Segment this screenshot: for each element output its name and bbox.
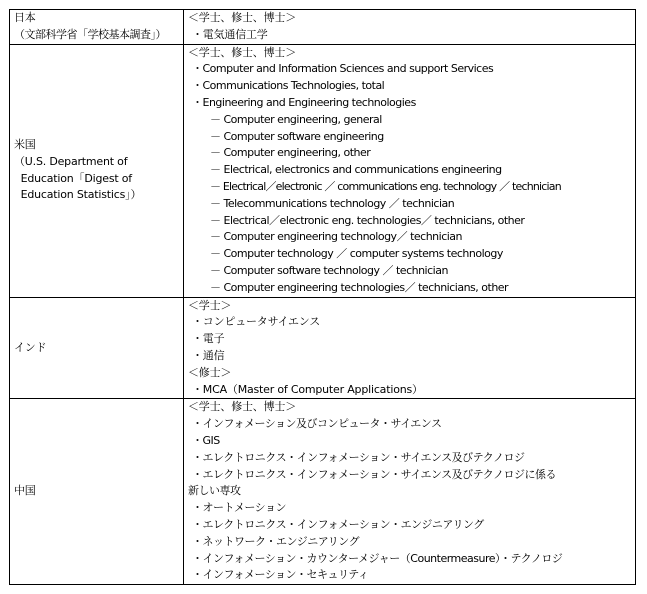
program-subitem: － Computer engineering technologies／ technicians, other	[210, 280, 509, 294]
degree-heading: ＜学士、修士、博士＞	[188, 400, 296, 414]
programs-cell-japan	[184, 10, 636, 45]
programs-cell-china	[184, 399, 636, 585]
country-label: 中国	[14, 484, 36, 498]
program-subitem: － Computer engineering, general	[210, 112, 382, 126]
program-item: ・エレクトロニクス・インフォメーション・サイエンス及びテクノロジ	[192, 450, 525, 464]
table-row-india	[10, 297, 636, 399]
program-subitem: － Electrical／electronic eng. technologies／ technicians, other	[210, 213, 525, 227]
country-cell-japan	[10, 10, 184, 45]
program-subitem: － Computer engineering, other	[210, 146, 371, 160]
program-item: ・GIS	[192, 433, 220, 447]
table-row-japan	[10, 10, 636, 45]
program-item: ・Engineering and Engineering technologies	[192, 95, 416, 109]
country-cell-india	[10, 297, 184, 399]
source-label: Education「Digest of	[14, 171, 132, 185]
program-item: ・Computer and Information Sciences and support Services	[192, 62, 494, 76]
programs-table	[9, 9, 636, 585]
source-label: Education Statistics」）	[14, 188, 142, 202]
degree-heading: ＜修士＞	[188, 365, 232, 379]
program-subitem: － Telecommunications technology ／ technician	[210, 196, 455, 210]
program-item: ・エレクトロニクス・インフォメーション・サイエンス及びテクノロジに係る	[192, 467, 556, 481]
program-item: ・コンピュータサイエンス	[192, 315, 321, 329]
table-row-usa	[10, 44, 636, 297]
programs-cell-usa	[184, 44, 636, 297]
program-item: ・エレクトロニクス・インフォメーション・エンジニアリング	[192, 517, 484, 531]
country-label: 米国	[14, 137, 36, 151]
program-item: ・オートメーション	[192, 501, 286, 515]
degree-heading: ＜学士、修士、博士＞	[188, 11, 296, 24]
program-item-continued: 新しい専攻	[188, 484, 241, 498]
country-cell-usa	[10, 44, 184, 297]
program-subitem: － Computer engineering technology／ technician	[210, 230, 463, 244]
program-item: ・電気通信工学	[192, 27, 268, 41]
degree-heading: ＜学士、修士、博士＞	[188, 45, 296, 59]
country-cell-china	[10, 399, 184, 585]
table-row-china	[10, 399, 636, 585]
degree-heading: ＜学士＞	[188, 298, 232, 312]
program-item: ・インフォメーション・セキュリティ	[192, 568, 369, 582]
country-label: インド	[14, 340, 47, 354]
program-item: ・インフォメーション及びコンピュータ・サイエンス	[192, 417, 442, 431]
program-subitem: － Electrical, electronics and communications engineering	[210, 163, 502, 177]
program-item: ・電子	[192, 332, 225, 346]
program-item: ・インフォメーション・カウンターメジャー（Countermeasure）・テクノロジ	[192, 551, 563, 565]
program-subitem: － Computer software technology ／ technician	[210, 263, 448, 277]
programs-cell-india	[184, 297, 636, 399]
program-item: ・ネットワーク・エンジニアリング	[192, 534, 360, 548]
source-label: （文部科学省「学校基本調査」）	[14, 27, 166, 41]
program-subitem: － Electrical／electronic ／ communications eng. technology ／ technician	[210, 179, 561, 193]
program-subitem: － Computer technology ／ computer systems technology	[210, 247, 503, 261]
country-label: 日本	[14, 11, 36, 24]
program-item: ・MCA（Master of Computer Applications）	[192, 382, 423, 396]
program-item: ・通信	[192, 348, 225, 362]
program-subitem: － Computer software engineering	[210, 129, 384, 143]
source-label: （U.S. Department of	[14, 154, 128, 168]
program-item: ・Communications Technologies, total	[192, 79, 385, 93]
